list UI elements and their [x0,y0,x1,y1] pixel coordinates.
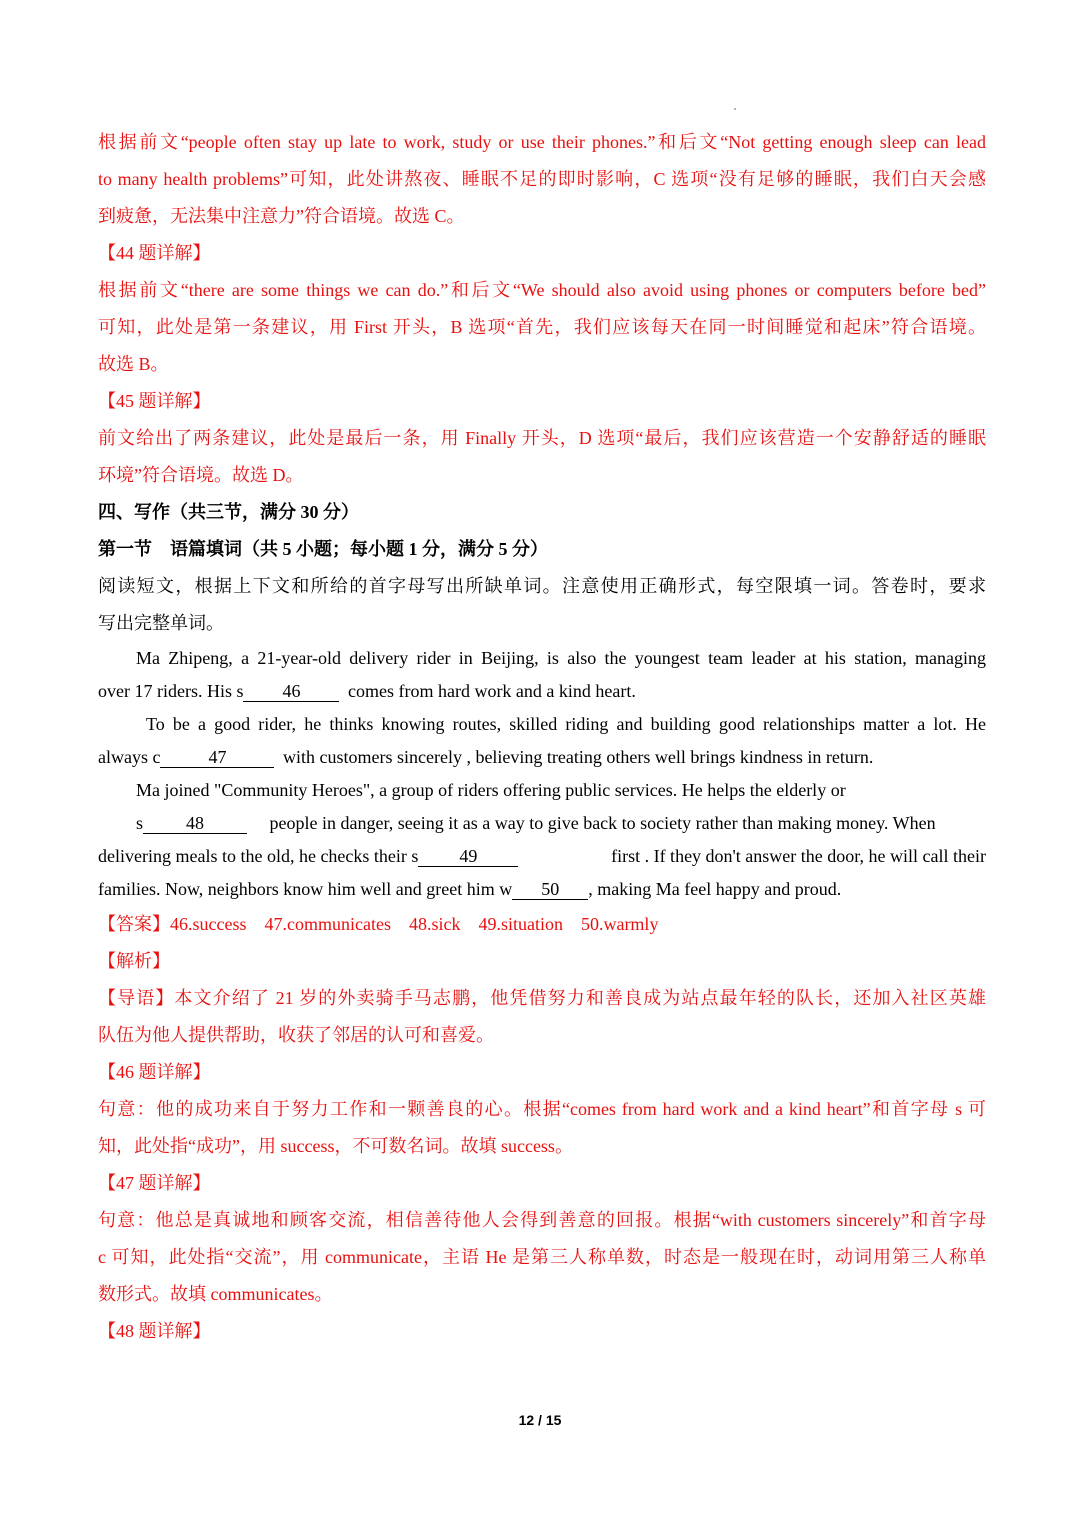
blank-49: 49 [418,846,518,867]
heading-45-detail: 【45 题详解】 [98,391,211,411]
explanation-43-line-3: 到疲惫，无法集中注意力”符合语境。故选 C。 [98,206,465,226]
explanation-44-line-2: 可知，此处是第一条建议，用 First 开头，B 选项“首先，我们应该每天在同一时间睡觉和起床”符合语境。 [98,317,986,337]
passage-text: families. Now, neighbors know him well and greet him w [98,879,513,899]
explanation-43-line-2: to many health problems”可知，此处讲熬夜、睡眠不足的即时影响，C 选项“没有足够的睡眠，我们白天会感 [98,169,986,189]
answer-item: 48.sick [408,914,461,934]
blank-48: 48 [143,813,247,834]
heading-44-detail: 【44 题详解】 [98,243,211,263]
answer-item: 47.communicates [264,914,391,934]
passage-line-2 [98,675,986,708]
explanation-47-line-3: 数形式。故填 communicates。 [98,1284,333,1304]
heading-47-detail: 【47 题详解】 [98,1173,211,1193]
answer-item: 46.success [170,914,247,934]
explanation-45-line-2: 环境”符合语境。故选 D。 [98,465,304,485]
analysis-heading: 【解析】 [98,951,170,971]
passage-text: people in danger, seeing it as a way to give back to society rather than making money. When [269,813,936,833]
blank-50: 50 [512,879,588,900]
guide-line-2: 队伍为他人提供帮助，收获了邻居的认可和喜爱。 [98,1025,494,1045]
explanation-46-line-2: 知，此处指“成功”，用 success，不可数名词。故填 success。 [98,1136,573,1156]
answer-item: 50.warmly [580,914,659,934]
passage-text: first . If they don't answer the door, he will call their [611,846,986,866]
passage-line-4 [98,741,986,774]
guide-line-1: 【导语】本文介绍了 21 岁的外卖骑手马志鹏，他凭借努力和善良成为站点最年轻的队长，还加入社区英雄 [98,988,986,1008]
instructions-line-2: 写出完整单词。 [98,613,224,633]
page-mark-dot [734,108,736,110]
explanation-47-line-1: 句意：他总是真诚地和顾客交流，相信善待他人会得到善意的回报。根据“with customers sincerely”和首字母 [98,1210,986,1230]
explanation-45-line-1: 前文给出了两条建议，此处是最后一条，用 Finally 开头，D 选项“最后，我们应该营造一个安静舒适的睡眠 [98,428,986,448]
heading-48-detail: 【48 题详解】 [98,1321,211,1341]
answer-label: 【答案】 [98,914,170,934]
passage-line-7 [98,840,986,873]
explanation-44-line-3: 故选 B。 [98,354,169,374]
explanation-46-line-1: 句意：他的成功来自于努力工作和一颗善良的心。根据“comes from hard work and a kind heart”和首字母 s 可 [98,1099,986,1119]
passage-line-8 [98,873,986,906]
passage-text: delivering meals to the old, he checks their s [98,846,419,866]
passage-text: always c [98,747,161,767]
blank-47: 47 [160,747,274,768]
passage-line-3: To be a good rider, he thinks knowing routes, skilled riding and building good relationships matter a lot. He [146,714,986,734]
passage-text: over 17 riders. His s [98,681,244,701]
explanation-47-line-2: c 可知，此处指“交流”，用 communicate，主语 He 是第三人称单数，时态是一般现在时，动词用第三人称单 [98,1247,986,1267]
answer-line [98,906,986,943]
instructions-line-1: 阅读短文，根据上下文和所给的首字母写出所缺单词。注意使用正确形式，每空限填一词。答卷时，要求 [98,576,986,596]
passage-text: with customers sincerely , believing treating others well brings kindness in return. [282,747,874,767]
answer-item: 49.situation [478,914,563,934]
explanation-44-line-1: 根据前文“there are some things we can do.”和后文“We should also avoid using phones or computers before bed” [98,280,986,300]
section-4-part-1-title: 第一节 语篇填词（共 5 小题；每小题 1 分，满分 5 分） [98,539,548,559]
passage-text: s [136,813,144,833]
passage-line-5: Ma joined "Community Heroes", a group of riders offering public services. He helps the elderly or [136,780,846,800]
passage-text: , making Ma feel happy and proud. [588,879,842,899]
passage-line-1: Ma Zhipeng, a 21-year-old delivery rider in Beijing, is also the youngest team leader at his station, managing [136,648,986,668]
blank-46: 46 [243,681,339,702]
passage-text: comes from hard work and a kind heart. [347,681,636,701]
document-body [98,124,986,1350]
page-number: 12 / 15 [518,1412,562,1428]
passage-line-6 [98,807,986,840]
section-4-title: 四、写作（共三节，满分 30 分） [98,502,359,522]
heading-46-detail: 【46 题详解】 [98,1062,211,1082]
explanation-43-line-1: 根据前文“people often stay up late to work, study or use their phones.”和后文“Not getting enough sleep can lead [98,132,986,152]
